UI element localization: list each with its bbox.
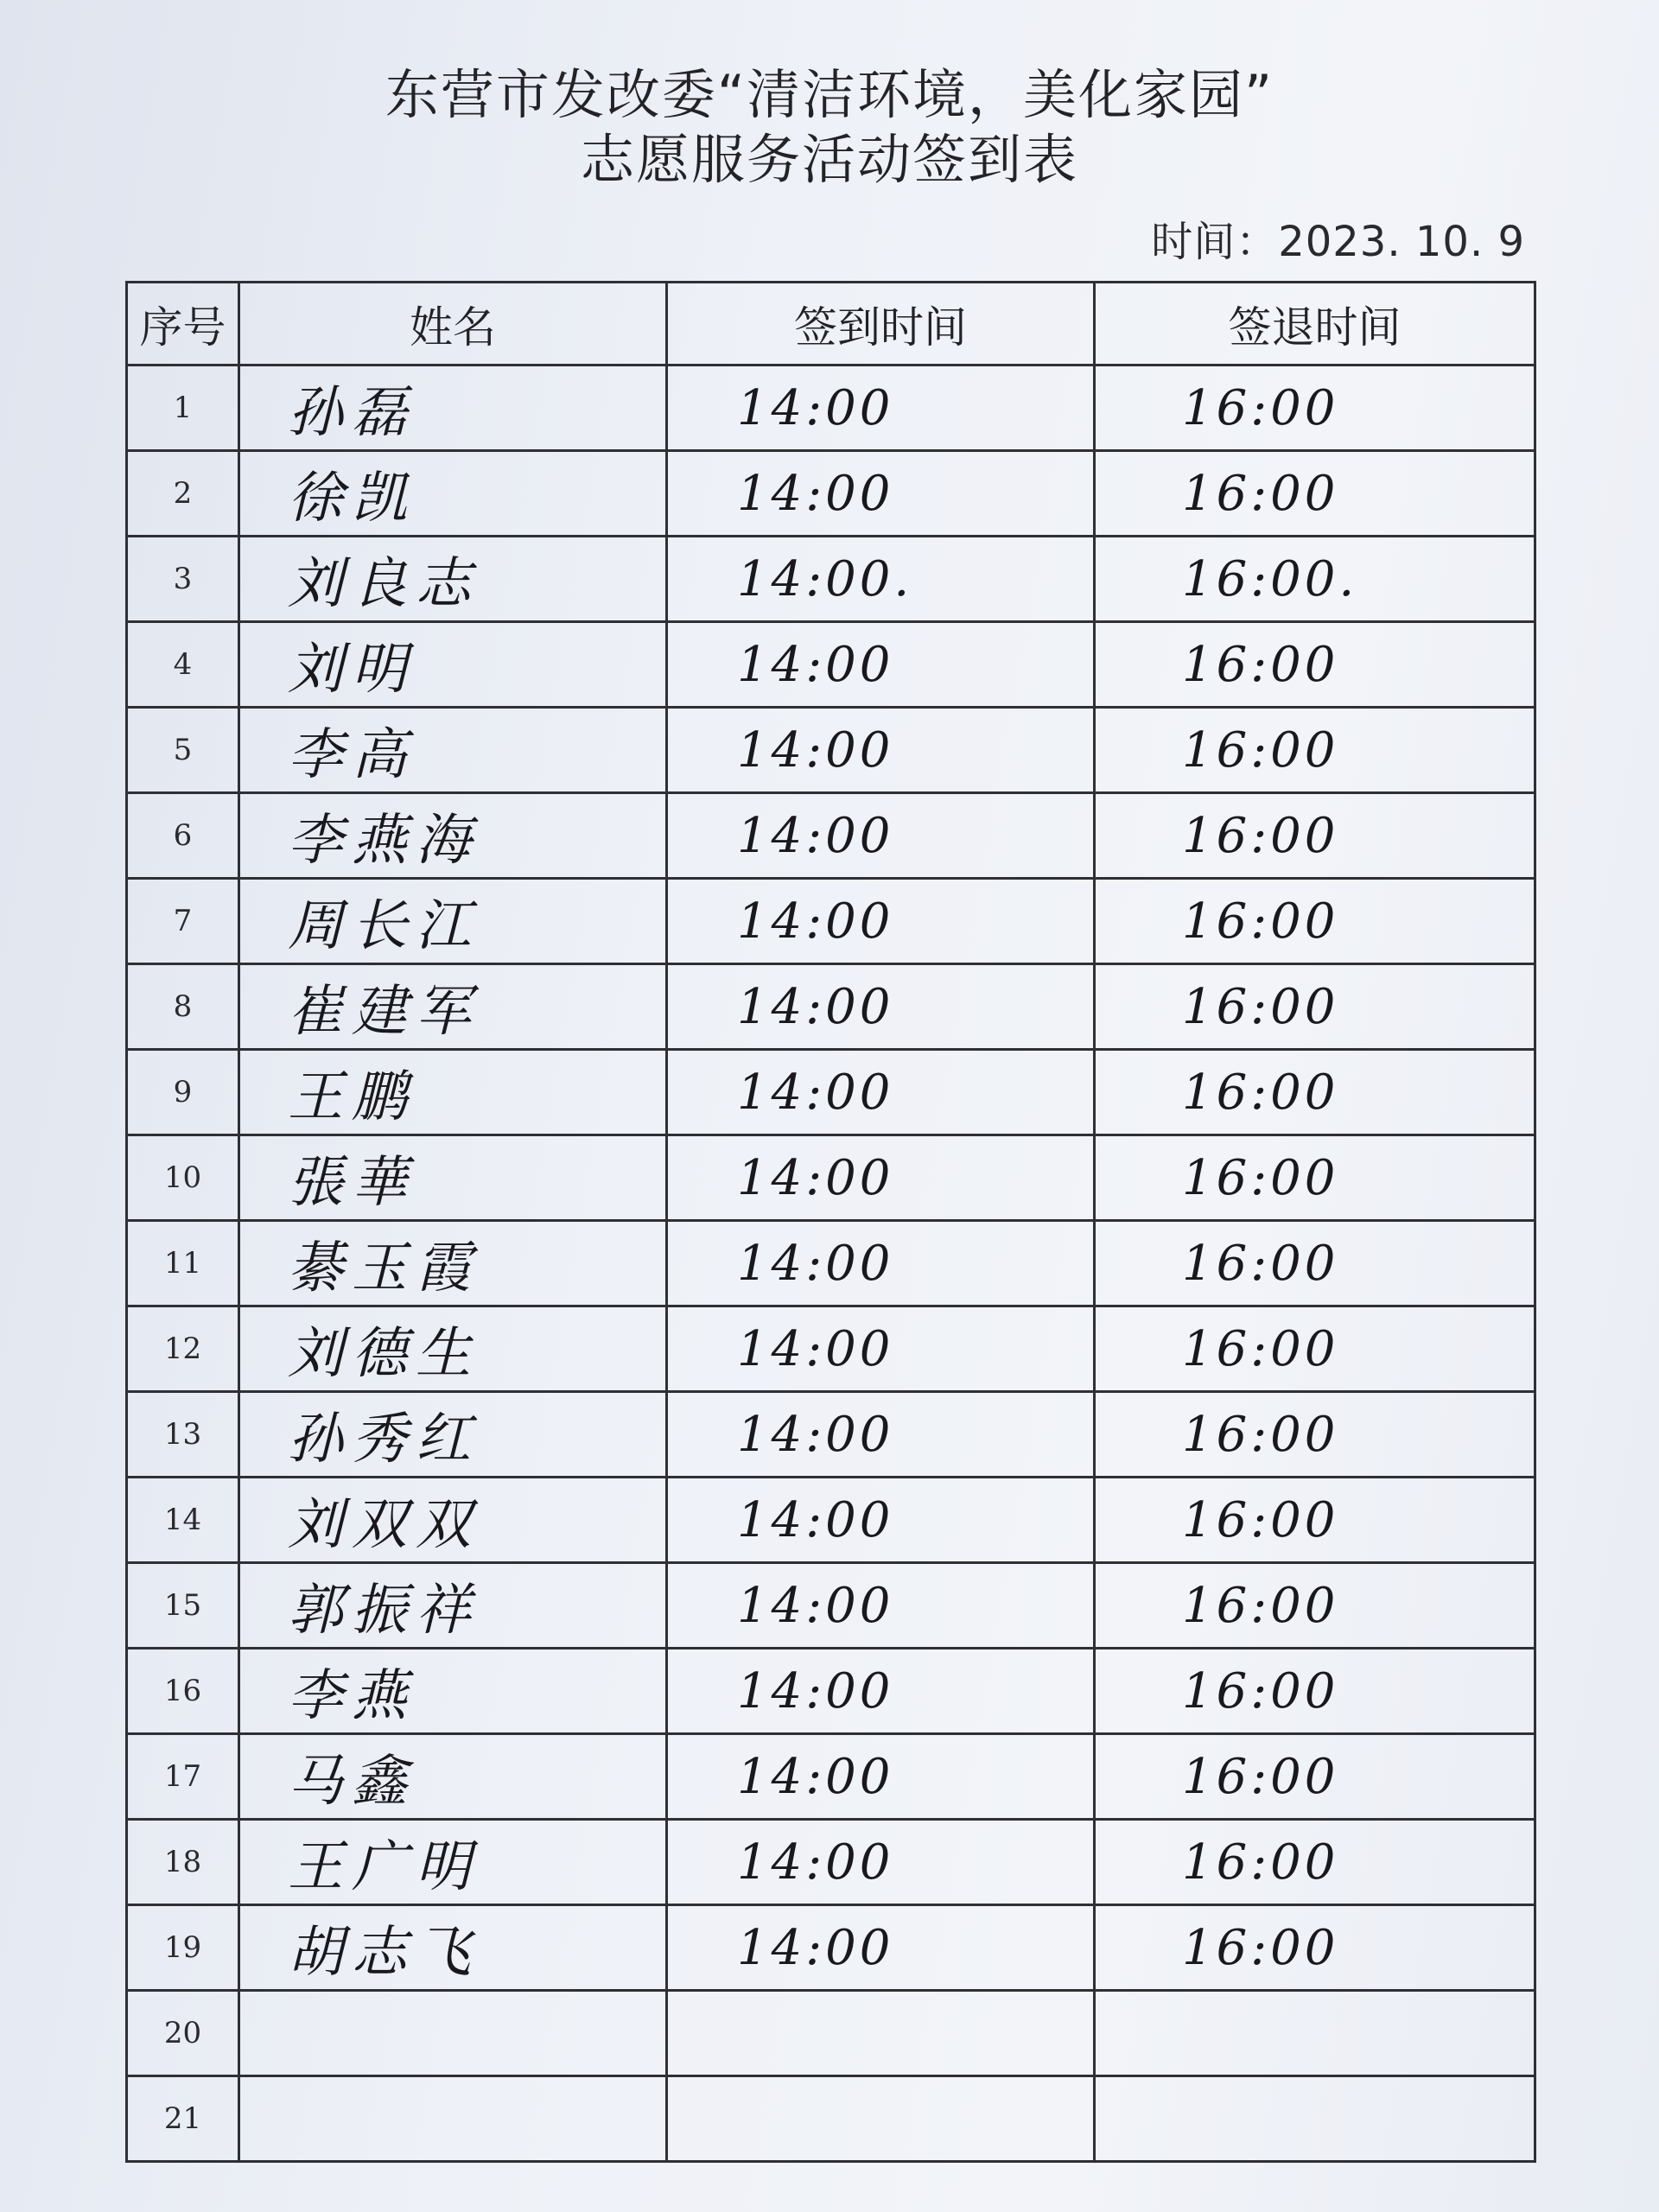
signout-time: 16:00 — [1182, 1235, 1339, 1292]
signature-name: 徐凯 — [288, 467, 416, 531]
row-number-cell — [127, 1649, 239, 1734]
row-number: 10 — [163, 1160, 202, 1195]
signin-time-cell — [667, 1478, 1095, 1563]
row-number: 7 — [173, 904, 193, 938]
signout-time-cell — [1095, 879, 1535, 964]
row-number: 20 — [163, 2016, 202, 2050]
signout-time: 16:00 — [1182, 1577, 1339, 1634]
signature-name: 周长江 — [288, 894, 480, 958]
table-row — [127, 2076, 1535, 2162]
row-number: 13 — [163, 1417, 202, 1452]
table-row — [127, 1734, 1535, 1820]
signin-time-cell — [667, 1050, 1095, 1135]
signin-time-cell — [667, 708, 1095, 793]
signout-time: 16:00 — [1182, 465, 1339, 522]
row-number-cell — [127, 1563, 239, 1649]
signature-name-cell — [239, 1905, 667, 1991]
table-row — [127, 1649, 1535, 1734]
signature-name: 胡志飞 — [288, 1921, 480, 1985]
signout-time: 16:00. — [1182, 550, 1358, 607]
table-row — [127, 1050, 1535, 1135]
signin-time-cell — [667, 1306, 1095, 1392]
signin-time-cell — [667, 365, 1095, 451]
signin-time-cell — [667, 1991, 1095, 2076]
table-row — [127, 964, 1535, 1050]
row-number: 4 — [173, 647, 193, 682]
signout-time: 16:00 — [1182, 1406, 1339, 1463]
table-row — [127, 365, 1535, 451]
signout-time-cell — [1095, 964, 1535, 1050]
signature-name: 李高 — [288, 723, 416, 787]
signature-name-cell — [239, 1050, 667, 1135]
row-number-cell — [127, 451, 239, 537]
signature-name-cell — [239, 622, 667, 708]
signature-name-cell — [239, 1478, 667, 1563]
signin-time-cell — [667, 1649, 1095, 1734]
signature-name: 刘双双 — [288, 1493, 480, 1557]
signin-time: 14:00 — [737, 1577, 894, 1634]
table-row — [127, 1306, 1535, 1392]
signout-time-cell — [1095, 1392, 1535, 1478]
row-number: 16 — [163, 1674, 202, 1708]
signin-time-cell — [667, 1135, 1095, 1221]
signout-time-cell — [1095, 1649, 1535, 1734]
signin-time: 14:00 — [737, 1919, 894, 1976]
signin-time: 14:00 — [737, 1834, 894, 1891]
signature-name-cell — [239, 879, 667, 964]
row-number-cell — [127, 2076, 239, 2162]
signin-time: 14:00 — [737, 465, 894, 522]
row-number: 11 — [163, 1246, 202, 1281]
row-number-cell — [127, 1478, 239, 1563]
signout-time: 16:00 — [1182, 721, 1339, 779]
signout-time: 16:00 — [1182, 1834, 1339, 1891]
table-row — [127, 451, 1535, 537]
signin-time: 14:00 — [737, 1406, 894, 1463]
table-row — [127, 879, 1535, 964]
row-number: 6 — [173, 818, 193, 853]
signout-time-cell — [1095, 537, 1535, 622]
row-number: 9 — [173, 1075, 193, 1109]
signature-name: 孙秀红 — [288, 1408, 480, 1471]
signout-time: 16:00 — [1182, 1662, 1339, 1719]
signin-time — [668, 2005, 737, 2062]
signin-time: 14:00 — [737, 636, 894, 693]
signin-time: 14:00 — [737, 1491, 894, 1548]
signature-name-cell — [239, 708, 667, 793]
signout-time: 16:00 — [1182, 1919, 1339, 1976]
row-number: 15 — [163, 1588, 202, 1623]
signin-time: 14:00 — [737, 1149, 894, 1206]
signin-time-cell — [667, 1563, 1095, 1649]
signin-time: 14:00 — [737, 1320, 894, 1377]
table-row — [127, 622, 1535, 708]
signature-name — [240, 2087, 288, 2151]
signout-time-cell — [1095, 1221, 1535, 1306]
signout-time: 16:00 — [1182, 379, 1339, 436]
row-number-cell — [127, 793, 239, 879]
signin-time: 14:00 — [737, 1662, 894, 1719]
signout-time: 16:00 — [1182, 636, 1339, 693]
signin-time: 14:00 — [737, 1748, 894, 1805]
signature-name: 崔建军 — [288, 980, 480, 1044]
table-row — [127, 1221, 1535, 1306]
signature-name-cell — [239, 451, 667, 537]
signature-name-cell — [239, 964, 667, 1050]
signout-time: 16:00 — [1182, 1064, 1339, 1121]
signature-name: 刘德生 — [288, 1322, 480, 1386]
row-number-cell — [127, 1820, 239, 1905]
signature-name — [240, 2001, 288, 2065]
row-number: 12 — [163, 1332, 202, 1366]
signature-name: 綦玉霞 — [288, 1236, 480, 1300]
signature-name-cell — [239, 793, 667, 879]
row-number: 14 — [163, 1503, 202, 1537]
signout-time: 16:00 — [1182, 893, 1339, 950]
signout-time: 16:00 — [1182, 1491, 1339, 1548]
signature-name: 張華 — [288, 1151, 416, 1215]
row-number-cell — [127, 879, 239, 964]
signout-time: 16:00 — [1182, 1748, 1339, 1805]
signature-name-cell — [239, 1734, 667, 1820]
row-number-cell — [127, 1392, 239, 1478]
row-number-cell — [127, 1991, 239, 2076]
signature-name-cell — [239, 365, 667, 451]
row-number-cell — [127, 1050, 239, 1135]
signout-time-cell — [1095, 1050, 1535, 1135]
signout-time-cell — [1095, 451, 1535, 537]
signature-name: 刘良志 — [288, 552, 480, 616]
table-row — [127, 793, 1535, 879]
signout-time — [1096, 2005, 1182, 2062]
signature-name: 郭振祥 — [288, 1579, 480, 1643]
signin-time: 14:00 — [737, 978, 894, 1035]
signin-time-cell — [667, 2076, 1095, 2162]
signin-time-cell — [667, 1221, 1095, 1306]
signout-time-cell — [1095, 1306, 1535, 1392]
signin-time — [668, 2091, 737, 2147]
row-number-cell — [127, 1734, 239, 1820]
signature-name-cell — [239, 2076, 667, 2162]
signout-time: 16:00 — [1182, 978, 1339, 1035]
signature-name-cell — [239, 1991, 667, 2076]
signin-time-cell — [667, 793, 1095, 879]
header-signout-time: 签退时间 — [1095, 283, 1535, 365]
row-number: 5 — [173, 733, 193, 767]
signature-name: 李燕海 — [288, 809, 480, 873]
signature-name: 王广明 — [288, 1835, 480, 1899]
signin-time-cell — [667, 451, 1095, 537]
row-number: 18 — [163, 1845, 202, 1879]
signature-name-cell — [239, 1306, 667, 1392]
sheet-subtitle: 志愿服务活动签到表 — [580, 128, 1078, 191]
row-number: 19 — [163, 1930, 202, 1965]
table-row — [127, 1905, 1535, 1991]
signature-name-cell — [239, 1820, 667, 1905]
signature-name: 马鑫 — [288, 1750, 416, 1814]
sheet-title: 东营市发改委“清洁环境，美化家园” — [385, 63, 1274, 126]
signin-time: 14:00 — [737, 721, 894, 779]
signout-time-cell — [1095, 1991, 1535, 2076]
signature-name-cell — [239, 537, 667, 622]
row-number-cell — [127, 537, 239, 622]
row-number: 17 — [163, 1759, 202, 1794]
signout-time-cell — [1095, 622, 1535, 708]
table-row — [127, 708, 1535, 793]
table-body — [127, 365, 1535, 2162]
signin-time: 14:00 — [737, 807, 894, 864]
signin-time-cell — [667, 622, 1095, 708]
signout-time-cell — [1095, 1734, 1535, 1820]
signout-time: 16:00 — [1182, 1149, 1339, 1206]
signout-time-cell — [1095, 2076, 1535, 2162]
row-number-cell — [127, 1905, 239, 1991]
table-header-row — [127, 283, 1535, 365]
signin-time-cell — [667, 537, 1095, 622]
signin-time: 14:00 — [737, 1064, 894, 1121]
signout-time-cell — [1095, 793, 1535, 879]
header-signin-time: 签到时间 — [667, 283, 1095, 365]
signout-time: 16:00 — [1182, 1320, 1339, 1377]
signin-time-cell — [667, 1820, 1095, 1905]
signature-name-cell — [239, 1392, 667, 1478]
signout-time-cell — [1095, 1478, 1535, 1563]
signature-name-cell — [239, 1563, 667, 1649]
header-name: 姓名 — [239, 283, 667, 365]
table-row — [127, 1563, 1535, 1649]
row-number: 1 — [173, 391, 193, 425]
signature-name-cell — [239, 1135, 667, 1221]
row-number: 8 — [173, 989, 193, 1024]
signin-time: 14:00 — [737, 379, 894, 436]
row-number-cell — [127, 1135, 239, 1221]
signout-time-cell — [1095, 365, 1535, 451]
table-row — [127, 1135, 1535, 1221]
row-number: 2 — [173, 476, 193, 511]
row-number-cell — [127, 1221, 239, 1306]
row-number-cell — [127, 365, 239, 451]
table-row — [127, 1820, 1535, 1905]
signin-time-cell — [667, 1905, 1095, 1991]
signin-time-cell — [667, 1392, 1095, 1478]
table-row — [127, 1392, 1535, 1478]
signature-name-cell — [239, 1649, 667, 1734]
signin-time-cell — [667, 964, 1095, 1050]
signout-time: 16:00 — [1182, 807, 1339, 864]
signature-name: 李燕 — [288, 1664, 416, 1728]
signin-time: 14:00 — [737, 1235, 894, 1292]
signout-time-cell — [1095, 1905, 1535, 1991]
signature-name: 孙磊 — [288, 381, 416, 445]
signin-time: 14:00. — [737, 550, 913, 607]
row-number: 3 — [173, 562, 193, 596]
attendance-table — [125, 281, 1536, 2163]
header-seq: 序号 — [127, 283, 239, 365]
signature-name: 王鹏 — [288, 1065, 416, 1129]
row-number-cell — [127, 1306, 239, 1392]
row-number-cell — [127, 964, 239, 1050]
row-number-cell — [127, 708, 239, 793]
table-row — [127, 537, 1535, 622]
activity-date: 时间：2023. 10. 9 — [1151, 218, 1525, 266]
signout-time-cell — [1095, 708, 1535, 793]
signin-time-cell — [667, 879, 1095, 964]
signature-name-cell — [239, 1221, 667, 1306]
signout-time — [1096, 2091, 1182, 2147]
signout-time-cell — [1095, 1820, 1535, 1905]
signout-time-cell — [1095, 1563, 1535, 1649]
row-number-cell — [127, 622, 239, 708]
signin-time: 14:00 — [737, 893, 894, 950]
signature-name: 刘明 — [288, 638, 416, 702]
signout-time-cell — [1095, 1135, 1535, 1221]
signin-time-cell — [667, 1734, 1095, 1820]
table-row — [127, 1478, 1535, 1563]
table-row — [127, 1991, 1535, 2076]
row-number: 21 — [163, 2101, 202, 2136]
